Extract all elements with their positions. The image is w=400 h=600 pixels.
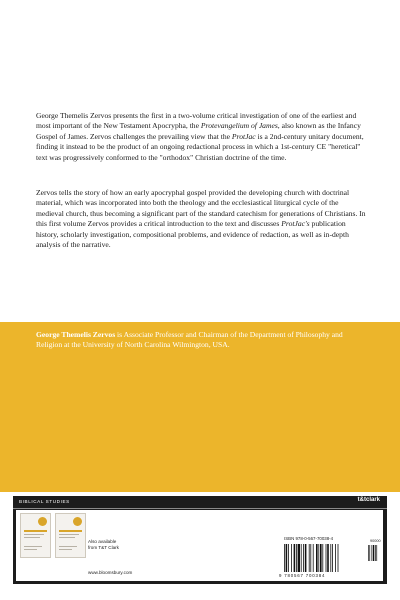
blurb-text: , also known as the Infancy Gospel of James. Zervos challenges the prevailing view that the (36, 121, 361, 141)
barcode-graphic (284, 544, 366, 572)
price-code: 90000 (370, 539, 381, 543)
volume-circle-icon (73, 517, 82, 526)
author-bio (36, 330, 368, 351)
series-label: BIBLICAL STUDIES (19, 499, 70, 504)
text-line (24, 549, 37, 550)
publisher-logo: t&tclark (357, 497, 380, 503)
related-book-thumbnail (55, 513, 86, 558)
barcode-bar (288, 544, 289, 572)
barcode-bar (335, 544, 336, 572)
barcode-bar (305, 544, 307, 572)
also-available-box (16, 510, 383, 581)
barcode-bar (330, 544, 331, 572)
barcode-bar (284, 544, 285, 572)
protjac-italic: ProtJac's (281, 219, 310, 229)
barcode-digits: 9 780567 700384 (279, 573, 326, 578)
related-book-thumbnail (20, 513, 51, 558)
also-available-text (88, 539, 119, 552)
barcode-bar (309, 544, 310, 572)
blurb-paragraph-1 (36, 111, 366, 163)
series-panel (13, 496, 387, 584)
author-bio-text: is Associate Professor and Chairman of the Department of Philosophy and Religion at the University of North Carolina Wilmington, USA. (36, 330, 343, 350)
barcode-bar (338, 544, 339, 572)
panel-divider (13, 508, 387, 509)
isbn-label: ISBN 978-0-567-70038-4 (284, 536, 334, 541)
blurb-text: George Themelis Zervos presents the first in a two-volume critical investigation of one of the earliest and most important of the New Testament Apocrypha, the (36, 111, 357, 131)
barcode-bar (298, 544, 300, 572)
barcode-bar (310, 544, 311, 572)
barcode-bar (291, 544, 292, 572)
barcode-bar (296, 544, 297, 572)
price-barcode-bar (372, 545, 373, 561)
barcode-bar (318, 544, 319, 572)
price-barcode-bar (368, 545, 369, 561)
price-barcode-graphic (368, 545, 382, 561)
blurb-paragraph-2 (36, 188, 366, 250)
barcode-bar (294, 544, 296, 572)
book-title-italic: Protevangelium of James (200, 121, 278, 131)
text-line (24, 534, 44, 535)
title-bar (59, 530, 82, 532)
author-name: George Themelis Zervos (36, 330, 116, 339)
barcode-bar (326, 544, 327, 572)
barcode-bar (286, 544, 288, 572)
price-barcode-bar (373, 545, 374, 561)
title-bar (24, 530, 47, 532)
text-line (59, 546, 77, 547)
price-barcode-bar (369, 545, 370, 561)
protjac-italic: ProtJac (231, 131, 256, 141)
price-barcode-bar (375, 545, 376, 561)
barcode-bar (301, 544, 302, 572)
website-url: www.bloomsbury.com (88, 570, 133, 575)
blurb-text: Zervos tells the story of how an early apocryphal gospel provided the developing church with doctrinal material, which was incorporated into both the theology and the ecclesiastical liturgical cycle of the medieval church, thus becoming a significant part of the standard catechism for generations of Christians. In this first volume Zervos provides a critical introduction to the text and discusses (36, 188, 366, 229)
barcode-bar (327, 544, 329, 572)
text-line (59, 549, 72, 550)
price-barcode-bar (376, 545, 377, 561)
text-line (59, 537, 75, 538)
text-line (24, 546, 42, 547)
blurb-text: is a 2nd-century unitary document, finding it instead to be the product of an ongoing redactional process in which a 1st-century CE "heretical" text was progressively conformed to the "orthodox" Christian doctrine of the time. (36, 131, 364, 162)
barcode-bar (316, 544, 318, 572)
barcode-bar (313, 544, 314, 572)
blurb-text: publication history, scholarly investigation, compositional problems, and evidence of redaction, as well as in-depth analysis of the narrative. (36, 219, 349, 250)
text-line (24, 537, 40, 538)
barcode-bar (320, 544, 322, 572)
barcode-bar (303, 544, 304, 572)
also-line-2: from T&T Clark (88, 545, 119, 551)
text-line (59, 534, 79, 535)
barcode-bar (332, 544, 333, 572)
barcode-bar (322, 544, 323, 572)
also-line-1: Also available (88, 539, 117, 544)
volume-circle-icon (38, 517, 47, 526)
